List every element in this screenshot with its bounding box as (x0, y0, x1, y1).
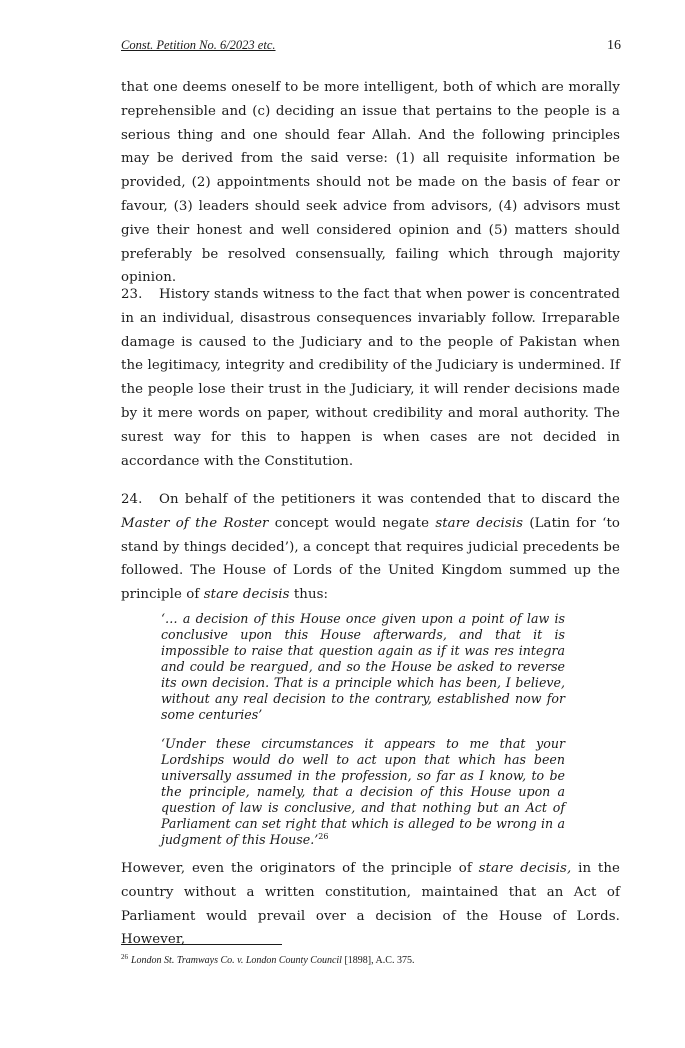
paragraph-24 (121, 488, 620, 607)
paragraph-continuation-text: that one deems oneself to be more intelligent, both of which are morally reprehensible and (c) deciding an issue that pertains to the people is a serious thing and one should fear Allah. And the following principles may be derived from the said verse: (1) all requisite information be provided, (2) appointments should not be made on the basis of fear or favour, (3) leaders should seek advice from advisors, (4) advisors must give their honest and well considered opinion and (5) matters should preferably be resolved consensually, failing which through majority opinion. (121, 80, 620, 286)
paragraph-24-italic-b: stare decisis (435, 515, 524, 531)
paragraph-number: 23. (121, 287, 143, 302)
paragraph-continuation (121, 76, 620, 290)
paragraph-24-text-d: thus: (289, 587, 329, 603)
paragraph-23-text: History stands witness to the fact that when power is concentrated in an individual, disastrous consequences invariably follow. Irreparable damage is caused to the Judiciary and to the people of Pakistan when the legitimacy, integrity and credibility of the Judiciary is undermined. If the people lose their trust in the Judiciary, it will render decisions made by it mere words on paper, without credibility and moral authority. The surest way for this to happen is when cases are not decided in accordance with the Constitution. (121, 287, 620, 469)
paragraph-24-italic-a: Master of the Roster (121, 515, 269, 531)
block-quote-2-text: ‘Under these circumstances it appears to me that your Lordships would do well to act upon that which has been universally assumed in the profession, so far as I know, to be the principle, namely, that a decision of this House upon a question of law is conclusive, and that nothing but an Act of Parliament can set right that which is alleged to be wrong in a judgment of this House.’ (161, 736, 565, 847)
page-number: 16 (607, 38, 621, 53)
block-quote-1 (161, 611, 565, 723)
footnote-case-name: London St. Tramways Co. v. London County Council (131, 955, 342, 966)
paragraph-24-text-c: (Latin for ‘to stand by things decided’), a concept that requires judicial precedents be followed. The House of Lords of the United Kingdom summed up the principle of (121, 515, 620, 603)
paragraph-23 (121, 283, 620, 473)
paragraph-after-quote (121, 857, 620, 952)
block-quote-2 (161, 736, 565, 848)
paragraph-after-quote-text-b: in the country without a written constitution, maintained that an Act of Parliament would prevail over a decision of the House of Lords. However, (121, 861, 621, 948)
footnote-number: 26 (121, 952, 128, 961)
footnote-citation: [1898], A.C. 375. (341, 955, 415, 966)
footnote-divider (121, 944, 282, 945)
case-reference: Const. Petition No. 6/2023 etc. (121, 38, 276, 52)
paragraph-after-quote-text-a: However, even the originators of the principle of (121, 861, 479, 876)
paragraph-24-text-b: concept would negate (268, 515, 436, 531)
footnote-reference[interactable]: 26 (318, 831, 329, 841)
page-header (121, 38, 621, 58)
paragraph-after-quote-italic-a: stare decisis, (478, 861, 572, 876)
paragraph-24-text-a: On behalf of the petitioners it was contended that to discard the (159, 492, 620, 507)
footnote (121, 954, 621, 967)
paragraph-24-italic-c: stare decisis (203, 587, 290, 603)
paragraph-number: 24. (121, 492, 143, 507)
block-quote-1-text: ‘… a decision of this House once given upon a point of law is conclusive upon this House afterwards, and that it is impossible to raise that question again as if it was res integra and could be reargued, and so the House be asked to reverse its own decision. That is a principle which has been, I believe, without any real decision to the contrary, established now for some centuries’ (161, 611, 565, 722)
